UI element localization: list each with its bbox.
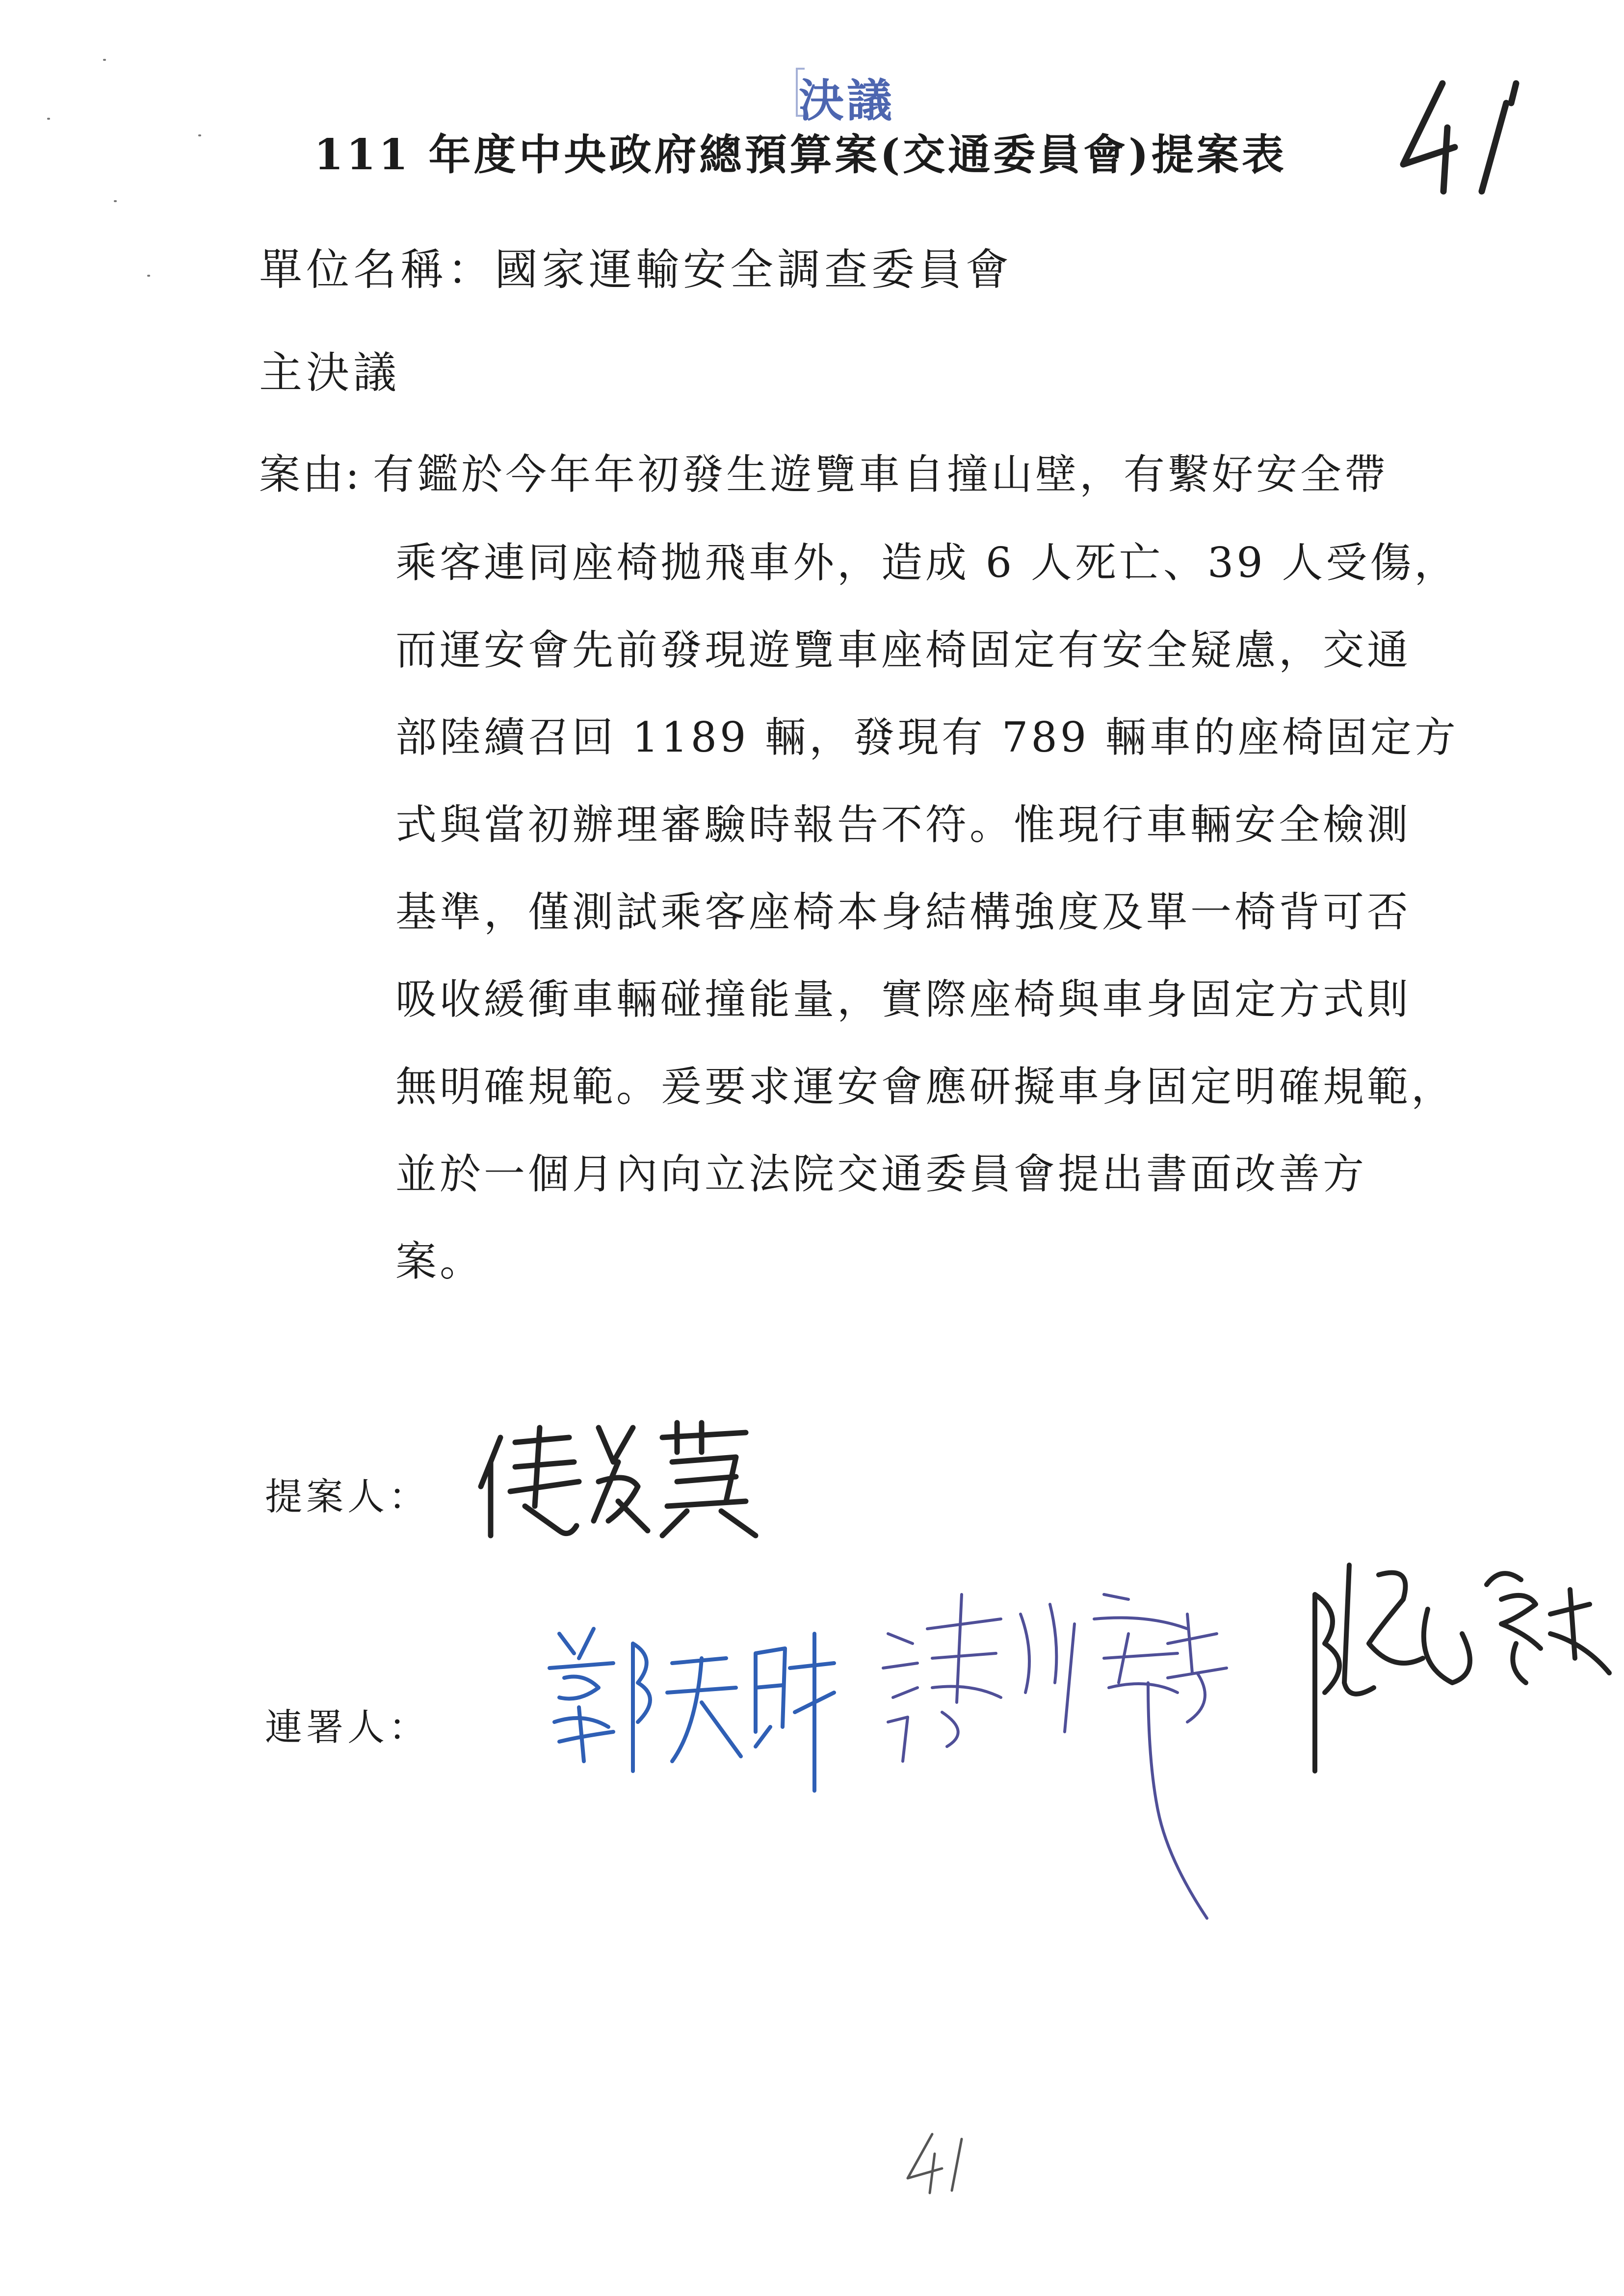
handwritten-page-number: [1388, 74, 1550, 201]
case-text-line: 並於一個月內向立法院交通委員會提出書面改善方: [395, 1150, 1367, 1198]
case-text-line: 乘客連同座椅拋飛車外，造成 6 人死亡、39 人受傷，: [395, 539, 1459, 587]
main-resolution-label: 主決議: [259, 347, 401, 398]
case-text-line: 基準，僅測試乘客座椅本身結構強度及單一椅背可否: [395, 888, 1412, 936]
cosigner-signature: [540, 1614, 844, 1800]
document-title: 111 年度中央政府總預算案(交通委員會)提案表: [314, 130, 1287, 180]
cosigner-signature: [1295, 1536, 1619, 1791]
scan-speck: [103, 59, 106, 61]
handwritten-footer-number: [898, 2129, 981, 2198]
cosigner-signature: [873, 1585, 1276, 1928]
case-label: 案由:: [259, 450, 362, 498]
case-text-line: 而運安會先前發現遊覽車座椅固定有安全疑慮，交通: [395, 626, 1412, 674]
scan-speck: [47, 118, 50, 120]
resolution-stamp: 決議: [799, 65, 895, 130]
case-text-line: 式與當初辦理審驗時報告不符。惟現行車輛安全檢測: [395, 801, 1412, 849]
scan-speck: [198, 134, 201, 136]
case-text-line: 部陸續召回 1189 輛，發現有 789 輛車的座椅固定方: [395, 713, 1459, 761]
proposer-signature: [471, 1408, 775, 1545]
scan-speck: [114, 200, 117, 202]
case-text-line: 吸收緩衝車輛碰撞能量，實際座椅與車身固定方式則: [395, 975, 1412, 1023]
case-text-line: 有鑑於今年年初發生遊覽車自撞山壁，有繫好安全帶: [373, 450, 1389, 498]
case-text-line: 無明確規範。爰要求運安會應研擬車身固定明確規範，: [395, 1063, 1456, 1111]
cosigner-label: 連署人：: [265, 1705, 430, 1749]
case-text-line: 案。: [395, 1237, 484, 1285]
scan-speck: [147, 275, 150, 277]
proposer-label: 提案人：: [265, 1475, 430, 1518]
unit-name-line: 單位名稱：國家運輸安全調查委員會: [259, 244, 1013, 295]
